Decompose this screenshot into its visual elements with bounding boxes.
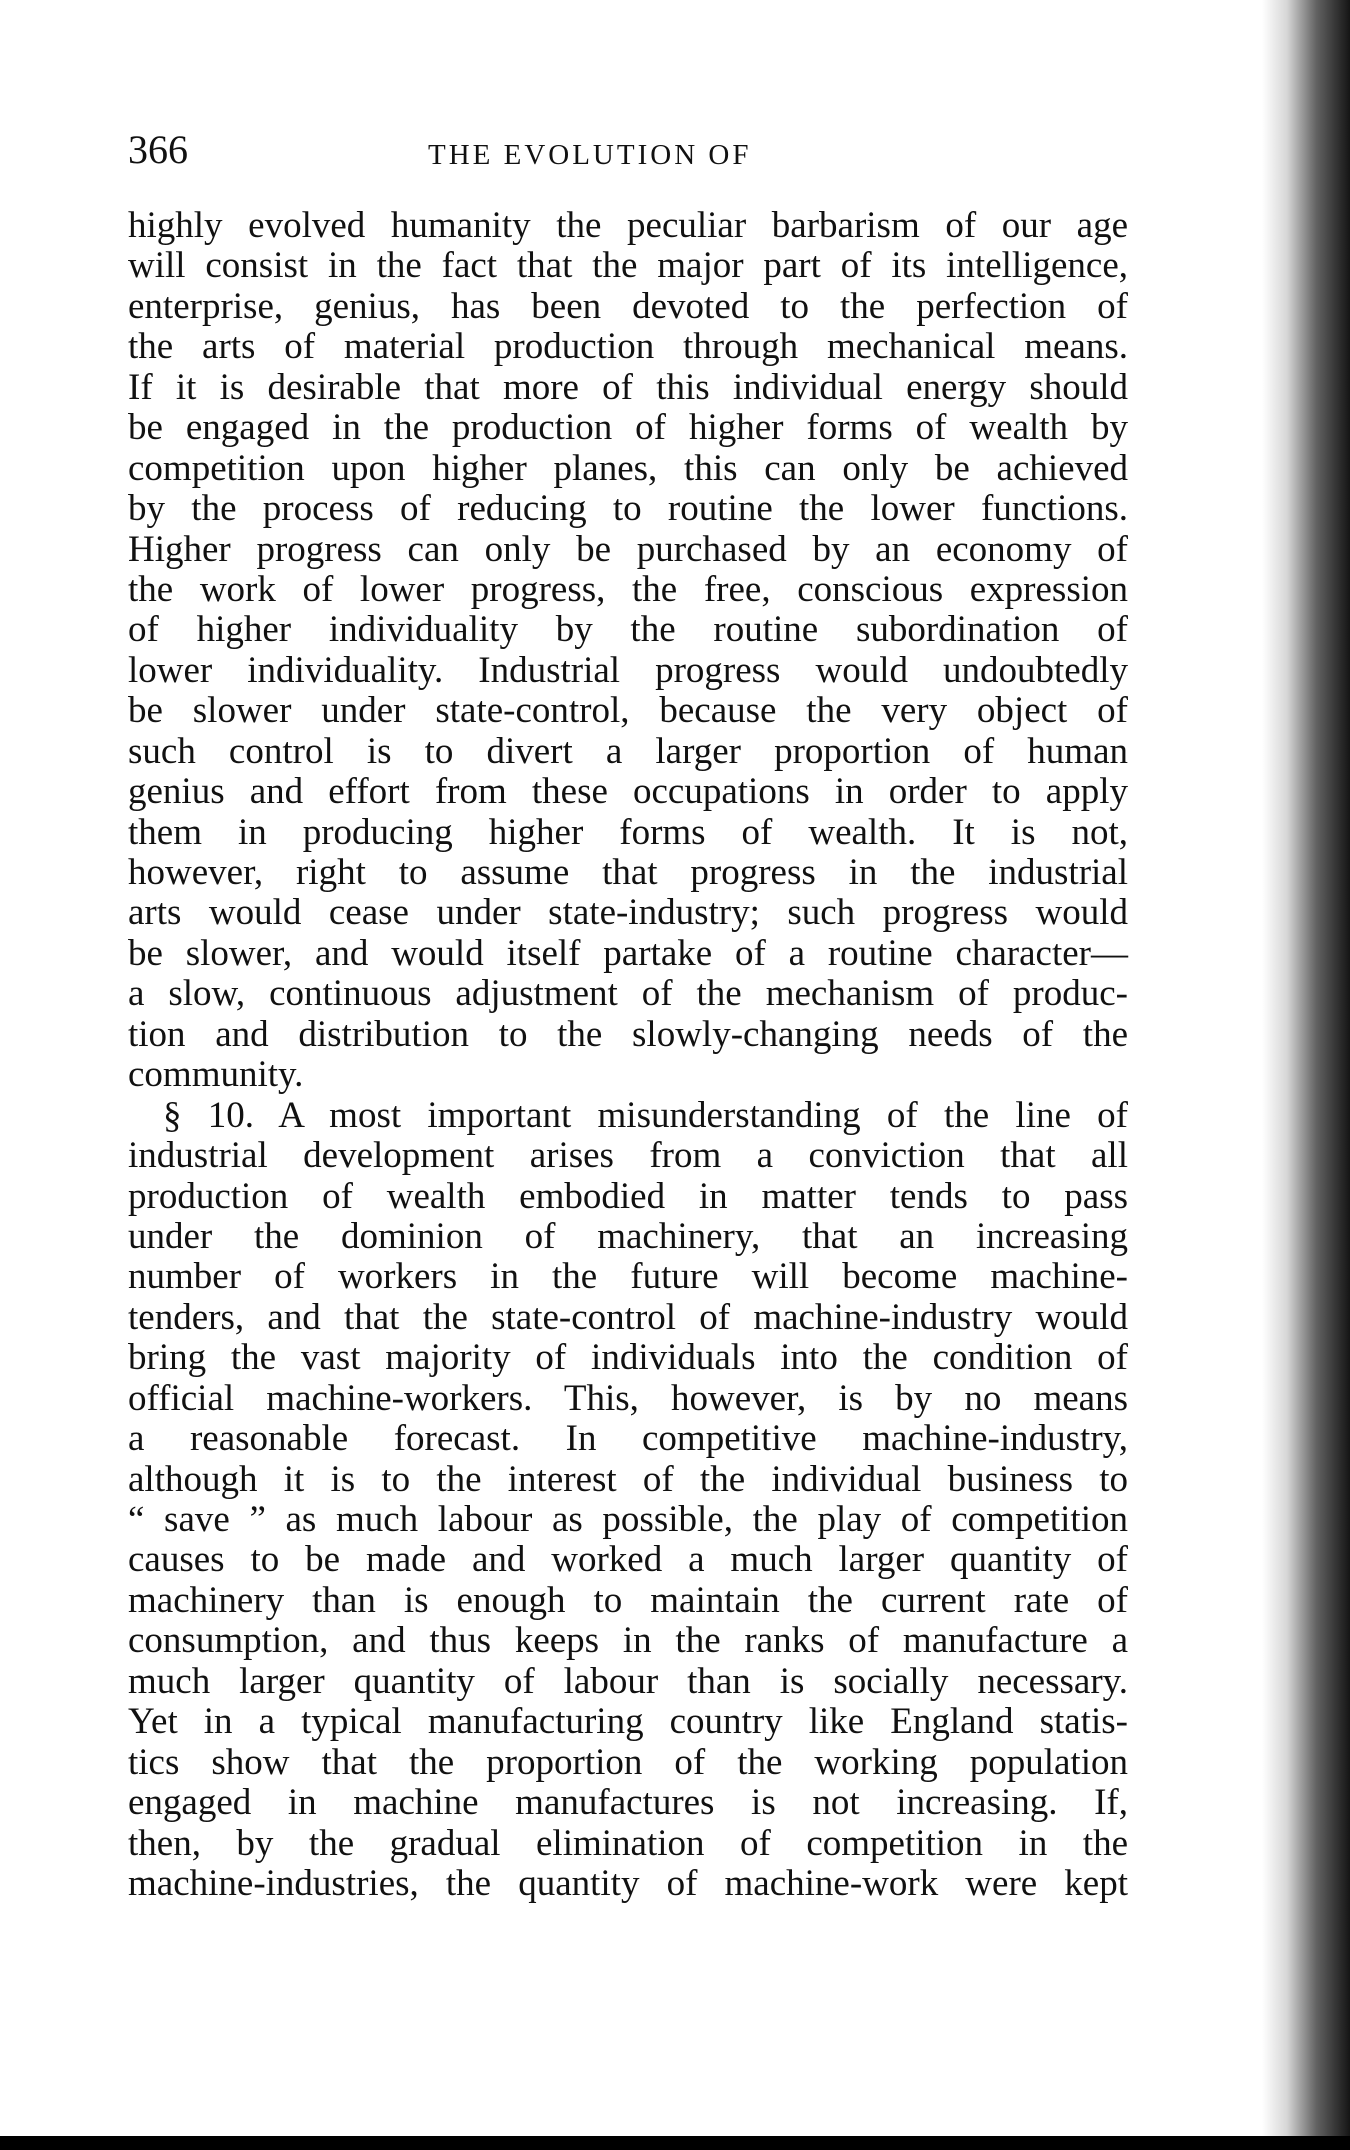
text-line: machinery than is enough to maintain the current rate of — [128, 1579, 1128, 1621]
page-number: 366 — [128, 127, 188, 172]
text-line: although it is to the interest of the individual business to — [128, 1458, 1128, 1500]
text-line: however, right to assume that progress in the industrial — [128, 852, 1128, 893]
text-line: be engaged in the production of higher forms of wealth by — [128, 407, 1128, 449]
text-line: the work of lower progress, the free, conscious expression — [128, 568, 1128, 610]
running-title: THE EVOLUTION OF — [428, 139, 752, 171]
text-line: “ save ” as much labour as possible, the play of competition — [128, 1499, 1128, 1540]
text-line: If it is desirable that more of this individual energy should — [128, 366, 1128, 408]
text-line: tion and distribution to the slowly-changing needs of the — [128, 1013, 1128, 1055]
text-line: arts would cease under state-industry; such progress would — [128, 892, 1128, 934]
text-line: Yet in a typical manufacturing country like England statis- — [128, 1701, 1128, 1743]
text-line: enterprise, genius, has been devoted to the perfection of — [128, 285, 1128, 327]
text-line: of higher individuality by the routine subordination of — [128, 609, 1128, 651]
binding-shadow — [1262, 0, 1350, 2150]
text-line: then, by the gradual elimination of competition in the — [128, 1822, 1128, 1864]
text-line: bring the vast majority of individuals into the condition of — [128, 1337, 1128, 1379]
text-line: them in producing higher forms of wealth. It is not, — [128, 811, 1128, 853]
body-text — [128, 206, 1128, 1904]
text-line: production of wealth embodied in matter tends to pass — [128, 1175, 1128, 1217]
text-line: a reasonable forecast. In competitive machine-industry, — [128, 1418, 1128, 1460]
text-line: competition upon higher planes, this can only be achieved — [128, 447, 1128, 489]
text-line: official machine-workers. This, however, is by no means — [128, 1377, 1128, 1419]
text-line: tenders, and that the state-control of machine-industry would — [128, 1296, 1128, 1338]
text-line: such control is to divert a larger proportion of human — [128, 730, 1128, 772]
text-line: a slow, continuous adjustment of the mechanism of produc- — [128, 973, 1128, 1015]
text-line: tics show that the proportion of the working population — [128, 1741, 1128, 1783]
text-line: number of workers in the future will become machine- — [128, 1256, 1128, 1298]
scan-bottom-edge — [0, 2136, 1350, 2150]
text-line: much larger quantity of labour than is socially necessary. — [128, 1660, 1128, 1702]
text-line: community. — [128, 1054, 304, 1096]
text-line: be slower under state-control, because the very object of — [128, 690, 1128, 732]
text-line: Higher progress can only be purchased by an economy of — [128, 528, 1128, 570]
running-head — [128, 128, 1128, 178]
text-line: industrial development arises from a conviction that all — [128, 1135, 1128, 1177]
text-line: engaged in machine manufactures is not increasing. If, — [128, 1782, 1128, 1824]
text-line: under the dominion of machinery, that an increasing — [128, 1215, 1128, 1257]
text-line: machine-industries, the quantity of machine-work were kept — [128, 1862, 1128, 1904]
text-line: lower individuality. Industrial progress would undoubtedly — [128, 649, 1128, 691]
text-line: will consist in the fact that the major part of its intelligence, — [128, 245, 1128, 287]
text-line: the arts of material production through mechanical means. — [128, 326, 1128, 368]
text-line: by the process of reducing to routine the lower functions. — [128, 488, 1128, 530]
text-line: causes to be made and worked a much larger quantity of — [128, 1539, 1128, 1581]
text-line: genius and effort from these occupations in order to apply — [128, 771, 1128, 813]
section-start-line: § 10. A most important misunderstanding of the line of — [163, 1094, 1128, 1136]
text-line: consumption, and thus keeps in the ranks of manufacture a — [128, 1620, 1128, 1662]
text-line: be slower, and would itself partake of a routine character— — [128, 932, 1128, 974]
text-line: highly evolved humanity the peculiar barbarism of our age — [128, 205, 1128, 246]
